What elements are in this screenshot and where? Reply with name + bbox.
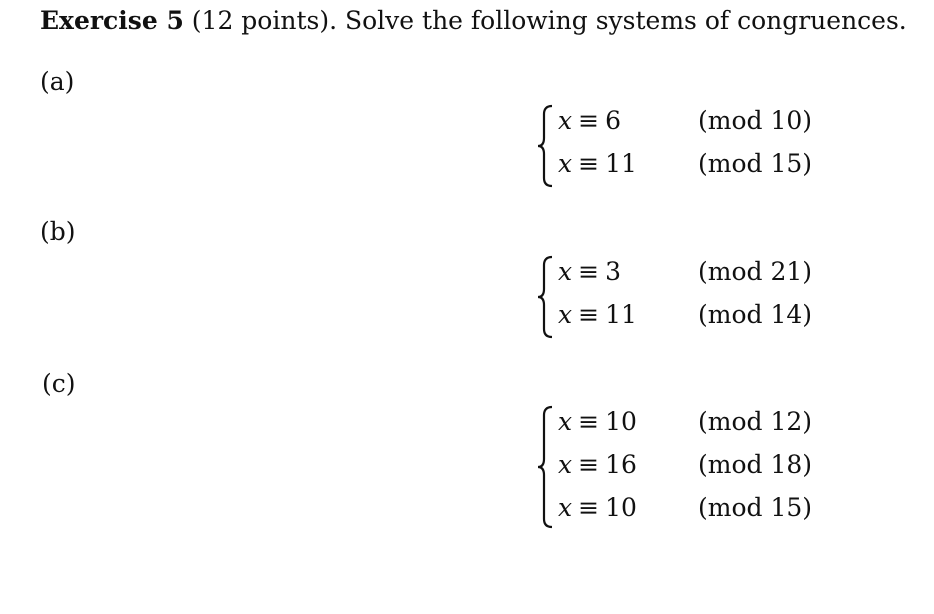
- exercise-header: [40, 5, 907, 37]
- residue: 6: [605, 106, 621, 135]
- modulus: (mod 15): [698, 149, 813, 178]
- exercise-title: Exercise 5: [40, 6, 184, 35]
- residue: 3: [605, 257, 621, 286]
- equation-row: [558, 300, 637, 330]
- modulus: (mod 10): [698, 106, 813, 135]
- residue: 11: [605, 149, 637, 178]
- residue: 11: [605, 300, 637, 329]
- residue: 16: [605, 450, 637, 479]
- modulus: (mod 21): [698, 257, 813, 286]
- modulus: (mod 15): [698, 493, 813, 522]
- exercise-instruction: Solve the following systems of congruences.: [345, 6, 907, 35]
- equation-row: [558, 257, 621, 287]
- variable: x: [558, 407, 573, 436]
- variable: x: [558, 450, 573, 479]
- congruence-symbol: ≡: [578, 106, 600, 135]
- variable: x: [558, 257, 573, 286]
- equation-row: [558, 407, 637, 437]
- variable: x: [558, 149, 573, 178]
- modulus: (mod 18): [698, 450, 813, 479]
- equation-row: [558, 493, 637, 523]
- congruence-symbol: ≡: [578, 407, 600, 436]
- left-brace-icon: [536, 104, 556, 188]
- congruence-system-a: [536, 104, 836, 188]
- left-brace-icon: [536, 255, 556, 339]
- part-label-c: (c): [42, 369, 76, 398]
- congruence-symbol: ≡: [578, 493, 600, 522]
- exercise-points: (12 points).: [191, 6, 338, 35]
- equation-row: [558, 450, 637, 480]
- modulus: (mod 12): [698, 407, 813, 436]
- part-label-b: (b): [40, 217, 76, 246]
- congruence-system-c: [536, 405, 836, 529]
- residue: 10: [605, 493, 637, 522]
- variable: x: [558, 300, 573, 329]
- congruence-symbol: ≡: [578, 257, 600, 286]
- modulus: (mod 14): [698, 300, 813, 329]
- part-label-a: (a): [40, 67, 75, 96]
- equation-row: [558, 149, 637, 179]
- congruence-symbol: ≡: [578, 450, 600, 479]
- variable: x: [558, 106, 573, 135]
- residue: 10: [605, 407, 637, 436]
- variable: x: [558, 493, 573, 522]
- congruence-symbol: ≡: [578, 300, 600, 329]
- congruence-symbol: ≡: [578, 149, 600, 178]
- left-brace-icon: [536, 405, 556, 529]
- congruence-system-b: [536, 255, 836, 339]
- equation-row: [558, 106, 621, 136]
